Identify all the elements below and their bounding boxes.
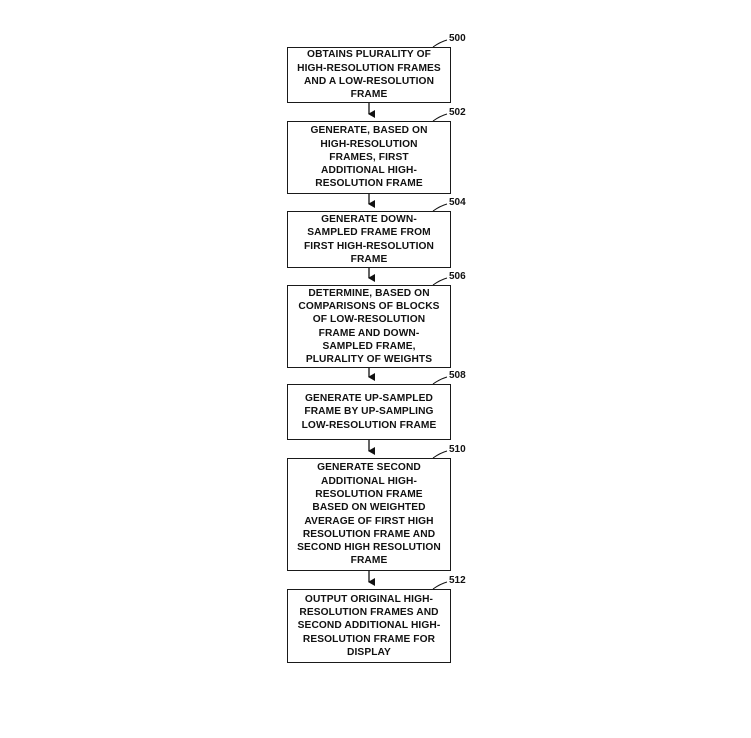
step-text-508: GENERATE UP-SAMPLED FRAME BY UP-SAMPLING LOW-RESOLUTION FRAME <box>301 393 437 431</box>
ref-leader-510 <box>433 451 447 458</box>
ref-leader-508 <box>433 377 447 384</box>
step-text-512: OUTPUT ORIGINAL HIGH- RESOLUTION FRAMES AND SECOND ADDITIONAL HIGH- RESOLUTION FRAME FOR DISPLAY <box>297 593 441 658</box>
step-box-510 <box>287 458 451 571</box>
step-ref-502: 502 <box>449 107 466 118</box>
ref-leader-506 <box>433 278 447 285</box>
ref-leader-502 <box>433 114 447 121</box>
step-box-502 <box>287 121 451 194</box>
step-text-500: OBTAINS PLURALITY OF HIGH-RESOLUTION FRAMES AND A LOW-RESOLUTION FRAME <box>297 49 441 101</box>
step-ref-500: 500 <box>449 33 466 44</box>
step-ref-508: 508 <box>449 370 466 381</box>
step-ref-510: 510 <box>449 444 466 455</box>
ref-leader-504 <box>433 204 447 211</box>
step-text-506: DETERMINE, BASED ON COMPARISONS OF BLOCKS OF LOW-RESOLUTION FRAME AND DOWN- SAMPLED FRAME, PLURALITY OF WEIGHTS <box>298 287 440 366</box>
step-box-506 <box>287 285 451 368</box>
ref-leader-512 <box>433 582 447 589</box>
ref-leader-500 <box>433 40 447 47</box>
step-box-508 <box>287 384 451 440</box>
step-box-512 <box>287 589 451 663</box>
step-text-502: GENERATE, BASED ON HIGH-RESOLUTION FRAMES, FIRST ADDITIONAL HIGH- RESOLUTION FRAME <box>310 125 428 190</box>
step-ref-504: 504 <box>449 197 466 208</box>
step-box-504 <box>287 211 451 268</box>
step-text-504: GENERATE DOWN- SAMPLED FRAME FROM FIRST HIGH-RESOLUTION FRAME <box>303 213 434 265</box>
step-ref-512: 512 <box>449 575 466 586</box>
step-box-500 <box>287 47 451 103</box>
step-ref-506: 506 <box>449 271 466 282</box>
step-text-510: GENERATE SECOND ADDITIONAL HIGH- RESOLUTION FRAME BASED ON WEIGHTED AVERAGE OF FIRST HIGH RESOLUTION FRAME AND SECOND HIGH RESOLUTION FRAME <box>297 462 441 567</box>
